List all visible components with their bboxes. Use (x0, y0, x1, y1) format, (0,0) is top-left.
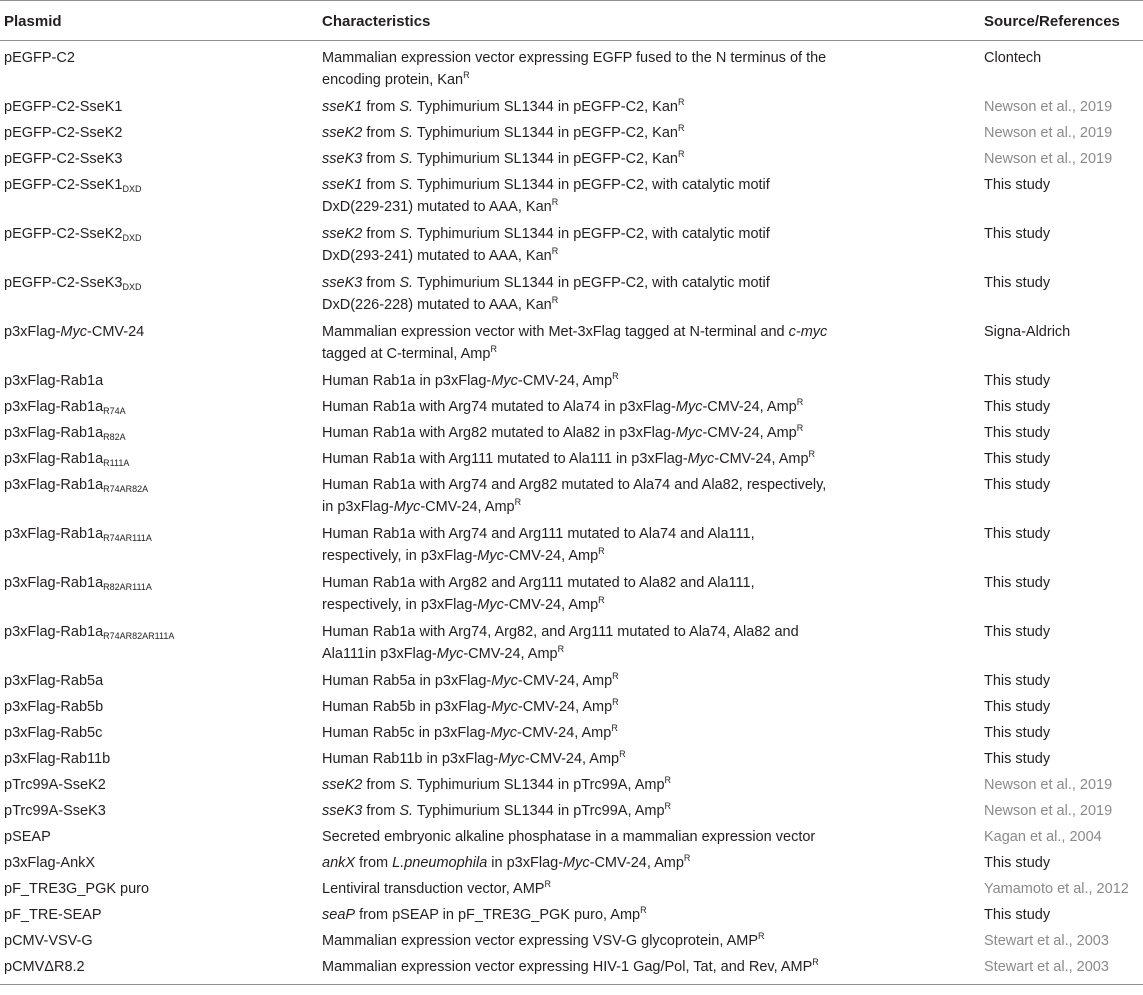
table-row (0, 370, 1143, 396)
text-run: -CMV-24, Amp (517, 725, 612, 741)
text-run: Myc (563, 855, 590, 871)
table-row (0, 800, 1143, 826)
text-run: Human Rab1a in p3xFlag- (322, 373, 492, 389)
text-run: Myc (60, 324, 88, 340)
text-run: Human Rab1a with Arg74, Arg82, and Arg111 mutated to Ala74, Ala82 and Ala111in p3xFlag- (322, 624, 799, 662)
text-run: from (362, 777, 400, 793)
text-run: from (362, 177, 400, 193)
text-run: sseK3 (322, 151, 363, 167)
text-run: pF_TRE-SEAP (4, 907, 102, 923)
text-run: sseK3 (322, 803, 363, 819)
text-run: pEGFP-C2 (4, 50, 75, 66)
text-run: Myc (477, 548, 504, 564)
plasmid-cell (0, 174, 318, 223)
characteristics-cell (318, 904, 980, 930)
subscript: DXD (122, 233, 142, 243)
text-run: p3xFlag-AnkX (4, 855, 96, 871)
plasmid-cell (0, 572, 318, 621)
text-run: p3xFlag-Rab1a (4, 624, 104, 640)
text-run: Human Rab5b in p3xFlag- (322, 699, 492, 715)
text-run: p3xFlag-Rab5b (4, 699, 104, 715)
source-cell: This study (984, 855, 1051, 871)
text-run: Myc (491, 699, 518, 715)
superscript: R (544, 879, 551, 889)
source-cell: This study (984, 751, 1051, 767)
reference-link[interactable]: Kagan et al., 2004 (984, 829, 1102, 845)
characteristics-cell (318, 272, 980, 321)
source-cell: This study (984, 275, 1051, 291)
subscript: DXD (122, 282, 142, 292)
plasmid-cell (0, 321, 318, 370)
text-run: c-myc (788, 324, 828, 340)
text-run: seaP (322, 907, 356, 923)
header-row (0, 1, 1143, 41)
plasmid-cell (0, 904, 318, 930)
reference-link[interactable]: Stewart et al., 2003 (984, 933, 1109, 949)
reference-link[interactable]: Stewart et al., 2003 (980, 956, 1143, 985)
text-run: Myc (436, 646, 464, 662)
text-run: from (362, 99, 400, 115)
source-cell: This study (984, 399, 1051, 415)
source-cell: This study (984, 725, 1051, 741)
text-run: p3xFlag-Rab11b (4, 751, 111, 767)
text-run: pTrc99A-SseK3 (4, 803, 106, 819)
characteristics-cell (318, 523, 980, 572)
text-run: Myc (491, 673, 518, 689)
text-run: Myc (675, 425, 703, 441)
table-row (0, 148, 1143, 174)
table-row (0, 696, 1143, 722)
source-cell: This study (984, 526, 1051, 542)
superscript: R (611, 723, 618, 733)
superscript: R (812, 957, 819, 967)
source-cell: This study (984, 575, 1051, 591)
plasmid-cell (0, 800, 318, 826)
plasmid-cell (0, 748, 318, 774)
text-run: from (362, 226, 400, 242)
text-run: S. (399, 803, 414, 819)
superscript: R (514, 497, 522, 507)
source-cell: This study (984, 226, 1051, 242)
text-run: Myc (675, 399, 703, 415)
table-row (0, 956, 1143, 985)
text-run: S. (399, 777, 414, 793)
table-row (0, 122, 1143, 148)
text-run: -CMV-24, Amp (420, 499, 515, 515)
plasmid-cell (0, 474, 318, 523)
characteristics-cell (318, 852, 980, 878)
table-row (0, 422, 1143, 448)
text-run: pEGFP-C2-SseK2 (4, 125, 123, 141)
table-row (0, 722, 1143, 748)
text-run: Human Rab1a with Arg74 mutated to Ala74 in p3xFlag- (322, 399, 676, 415)
text-run: -CMV-24, Amp (702, 399, 797, 415)
text-run: -CMV-24, Amp (517, 699, 613, 715)
table-row (0, 852, 1143, 878)
text-run: L.pneumophila (392, 855, 488, 871)
text-run: sseK2 (322, 777, 363, 793)
source-cell: This study (984, 699, 1051, 715)
characteristics-cell (318, 722, 980, 748)
plasmid-cell (0, 41, 318, 97)
text-run: -CMV-24, Amp (503, 597, 599, 613)
table-row (0, 448, 1143, 474)
characteristics-cell (318, 956, 980, 985)
text-run: S. (399, 177, 414, 193)
text-run: Typhimurium SL1344 in pEGFP-C2, with catalytic motif DxD(293-241) mutated to AAA, Kan (322, 226, 770, 264)
text-run: tagged at C-terminal, Amp (322, 346, 491, 362)
text-run: -CMV-24, Amp (524, 751, 620, 767)
text-run: pEGFP-C2-SseK3 (4, 151, 123, 167)
text-run: p3xFlag-Rab1a (4, 575, 104, 591)
table-row (0, 96, 1143, 122)
text-run: Human Rab5c in p3xFlag- (322, 725, 491, 741)
text-run: Human Rab1a with Arg82 and Arg111 mutated to Ala82 and Ala111, respectively, in p3xFlag- (322, 575, 755, 613)
text-run: Mammalian expression vector expressing VSV-G glycoprotein, AMP (322, 933, 758, 949)
plasmid-cell (0, 956, 318, 985)
table-row (0, 621, 1143, 670)
source-cell: This study (984, 477, 1051, 493)
characteristics-cell (318, 448, 980, 474)
characteristics-cell (318, 748, 980, 774)
text-run: S. (399, 99, 414, 115)
text-run: in p3xFlag- (487, 855, 564, 871)
text-run: Myc (490, 725, 518, 741)
text-run: p3xFlag-Rab1a (4, 451, 104, 467)
characteristics-cell (318, 321, 980, 370)
text-run: p3xFlag-Rab1a (4, 399, 104, 415)
reference-link[interactable]: Newson et al., 2019 (984, 151, 1113, 167)
subscript: DXD (122, 184, 142, 194)
text-run: Human Rab5a in p3xFlag- (322, 673, 492, 689)
characteristics-cell (318, 396, 980, 422)
plasmid-cell (0, 774, 318, 800)
text-run: Human Rab1a with Arg82 mutated to Ala82 in p3xFlag- (322, 425, 676, 441)
plasmid-cell (0, 422, 318, 448)
table-row (0, 41, 1143, 97)
superscript: R (640, 905, 647, 915)
text-run: Mammalian expression vector expressing EGFP fused to the N terminus of the encoding protein, Kan (322, 50, 827, 88)
text-run: sseK1 (322, 99, 363, 115)
text-run: Mammalian expression vector expressing HIV-1 Gag/Pol, Tat, and Rev, AMP (322, 959, 813, 975)
text-run: ankX (322, 855, 356, 871)
table-row (0, 572, 1143, 621)
plasmid-cell (0, 396, 318, 422)
text-run: pTrc99A-SseK2 (4, 777, 106, 793)
characteristics-cell (318, 422, 980, 448)
table-row (0, 774, 1143, 800)
text-run: -CMV-24, Amp (503, 548, 599, 564)
plasmid-cell (0, 370, 318, 396)
text-run: from (362, 151, 400, 167)
text-run: sseK3 (322, 275, 363, 291)
subscript: R111A (103, 458, 130, 468)
superscript: R (619, 749, 626, 759)
subscript: R82A (103, 432, 126, 442)
superscript: R (758, 931, 765, 941)
superscript: R (664, 801, 672, 811)
plasmid-cell (0, 826, 318, 852)
text-run: S. (399, 226, 414, 242)
characteristics-cell (318, 670, 980, 696)
text-run: p3xFlag- (4, 324, 61, 340)
subscript: R74AR111A (103, 533, 152, 543)
plasmid-cell (0, 722, 318, 748)
text-run: from (362, 275, 400, 291)
table-row (0, 396, 1143, 422)
table-body (0, 41, 1143, 985)
superscript: R (677, 123, 685, 133)
text-run: Typhimurium SL1344 in pEGFP-C2, with catalytic motif DxD(229-231) mutated to AAA, Kan (322, 177, 770, 215)
table-row (0, 748, 1143, 774)
text-run: S. (399, 125, 414, 141)
reference-link[interactable]: Newson et al., 2019 (984, 803, 1113, 819)
plasmid-cell (0, 223, 318, 272)
superscript: R (808, 449, 816, 459)
source-cell: This study (984, 673, 1051, 689)
text-run: pEGFP-C2-SseK3 (4, 275, 123, 291)
text-run: Typhimurium SL1344 in pEGFP-C2, with catalytic motif DxD(226-228) mutated to AAA, Kan (322, 275, 770, 313)
text-run: sseK1 (322, 177, 363, 193)
table-row (0, 174, 1143, 223)
text-run: from (362, 125, 400, 141)
text-run: Myc (477, 597, 504, 613)
characteristics-cell (318, 370, 980, 396)
characteristics-cell (318, 474, 980, 523)
header-characteristics: Characteristics (318, 1, 980, 41)
subscript: R74AR82A (103, 484, 149, 494)
table-row (0, 670, 1143, 696)
subscript: R74AR82AR111A (103, 631, 175, 641)
source-cell: Signa-Aldrich (984, 324, 1071, 340)
plasmid-cell (0, 96, 318, 122)
text-run: Human Rab1a with Arg74 and Arg82 mutated to Ala74 and Ala82, respectively, in p3xFlag- (322, 477, 827, 515)
text-run: -CMV-24, Amp (714, 451, 809, 467)
text-run: pEGFP-C2-SseK1 (4, 99, 123, 115)
superscript: R (796, 423, 804, 433)
plasmid-cell (0, 122, 318, 148)
text-run: pEGFP-C2-SseK1 (4, 177, 123, 193)
text-run: from (355, 855, 393, 871)
text-run: Human Rab1a with Arg74 and Arg111 mutated to Ala74 and Ala111, respectively, in p3xFlag- (322, 526, 755, 564)
superscript: R (463, 70, 470, 80)
text-run: -CMV-24, Amp (702, 425, 797, 441)
text-run: pSEAP (4, 829, 51, 845)
superscript: R (664, 775, 672, 785)
superscript: R (677, 97, 685, 107)
text-run: Myc (687, 451, 715, 467)
text-run: pCMV-VSV-G (4, 933, 93, 949)
text-run: from (362, 803, 400, 819)
superscript: R (557, 644, 565, 654)
source-cell: This study (984, 373, 1051, 389)
characteristics-cell (318, 223, 980, 272)
source-cell: This study (984, 907, 1051, 923)
text-run: Myc (498, 751, 525, 767)
text-run: p3xFlag-Rab1a (4, 373, 104, 389)
text-run: pEGFP-C2-SseK2 (4, 226, 123, 242)
plasmid-cell (0, 523, 318, 572)
superscript: R (677, 149, 685, 159)
table-row (0, 878, 1143, 904)
header-source: Source/References (980, 1, 1143, 41)
text-run: S. (399, 151, 414, 167)
superscript: R (490, 344, 497, 354)
reference-link[interactable]: Yamamoto et al., 2012 (984, 881, 1129, 897)
plasmid-cell (0, 670, 318, 696)
source-cell: This study (984, 624, 1051, 640)
plasmid-cell (0, 930, 318, 956)
table-header (0, 1, 1143, 41)
text-run: -CMV-24, Amp (517, 673, 613, 689)
text-run: -CMV-24, Amp (463, 646, 558, 662)
table-row (0, 474, 1143, 523)
text-run: S. (399, 275, 414, 291)
text-run: pF_TRE3G_PGK puro (4, 881, 150, 897)
reference-link[interactable]: Newson et al., 2019 (984, 777, 1113, 793)
superscript: R (551, 246, 559, 256)
source-cell: This study (984, 177, 1051, 193)
plasmid-cell (0, 148, 318, 174)
reference-link[interactable]: Newson et al., 2019 (984, 125, 1113, 141)
text-run: Typhimurium SL1344 in pEGFP-C2, Kan (413, 151, 678, 167)
source-cell: Clontech (984, 50, 1042, 66)
characteristics-cell (318, 621, 980, 670)
text-run: p3xFlag-Rab1a (4, 526, 104, 542)
table-row (0, 904, 1143, 930)
characteristics-cell (318, 696, 980, 722)
text-run: Myc (491, 373, 518, 389)
text-run: Typhimurium SL1344 in pTrc99A, Amp (413, 803, 665, 819)
plasmid-cell (0, 696, 318, 722)
text-run: Lentiviral transduction vector, AMP (322, 881, 545, 897)
superscript: R (683, 853, 691, 863)
superscript: R (612, 671, 619, 681)
text-run: p3xFlag-Rab1a (4, 425, 104, 441)
text-run: p3xFlag-Rab5a (4, 673, 104, 689)
characteristics-cell (318, 800, 980, 826)
superscript: R (612, 371, 619, 381)
characteristics-cell (318, 572, 980, 621)
characteristics-cell (318, 774, 980, 800)
text-run: Myc (393, 499, 421, 515)
characteristics-cell (318, 826, 980, 852)
plasmid-cell (0, 621, 318, 670)
source-cell: This study (984, 425, 1051, 441)
table-row (0, 523, 1143, 572)
subscript: R82AR111A (103, 582, 152, 592)
text-run: Typhimurium SL1344 in pEGFP-C2, Kan (413, 125, 678, 141)
source-cell: This study (984, 451, 1051, 467)
superscript: R (551, 295, 559, 305)
text-run: pCMVΔR8.2 (4, 959, 85, 975)
text-run: p3xFlag-Rab5c (4, 725, 103, 741)
superscript: R (551, 197, 559, 207)
table-row (0, 321, 1143, 370)
characteristics-cell (318, 148, 980, 174)
text-run: sseK2 (322, 226, 363, 242)
text-run: -CMV-24, Amp (589, 855, 684, 871)
text-run: sseK2 (322, 125, 363, 141)
superscript: R (598, 546, 605, 556)
characteristics-cell (318, 122, 980, 148)
text-run: p3xFlag-Rab1a (4, 477, 104, 493)
text-run: -CMV-24, Amp (517, 373, 613, 389)
text-run: Mammalian expression vector with Met-3xFlag tagged at N-terminal and (322, 324, 789, 340)
table-row (0, 223, 1143, 272)
characteristics-cell (318, 878, 980, 904)
subscript: R74A (103, 406, 126, 416)
plasmid-cell (0, 272, 318, 321)
reference-link[interactable]: Newson et al., 2019 (984, 99, 1113, 115)
text-run: -CMV-24 (87, 324, 145, 340)
table-row (0, 930, 1143, 956)
superscript: R (598, 595, 605, 605)
characteristics-cell (318, 41, 980, 97)
plasmid-cell (0, 852, 318, 878)
table-row (0, 272, 1143, 321)
superscript: R (612, 697, 619, 707)
characteristics-cell (318, 174, 980, 223)
characteristics-cell (318, 930, 980, 956)
header-plasmid: Plasmid (0, 1, 318, 41)
characteristics-cell (318, 96, 980, 122)
plasmid-cell (0, 448, 318, 474)
text-run: Human Rab11b in p3xFlag- (322, 751, 499, 767)
table-row (0, 826, 1143, 852)
text-run: Typhimurium SL1344 in pTrc99A, Amp (413, 777, 665, 793)
text-run: Human Rab1a with Arg111 mutated to Ala111 in p3xFlag- (322, 451, 688, 467)
plasmid-cell (0, 878, 318, 904)
text-run: Secreted embryonic alkaline phosphatase in a mammalian expression vector (322, 829, 816, 845)
text-run: Typhimurium SL1344 in pEGFP-C2, Kan (413, 99, 678, 115)
superscript: R (796, 397, 804, 407)
text-run: from pSEAP in pF_TRE3G_PGK puro, Amp (355, 907, 641, 923)
